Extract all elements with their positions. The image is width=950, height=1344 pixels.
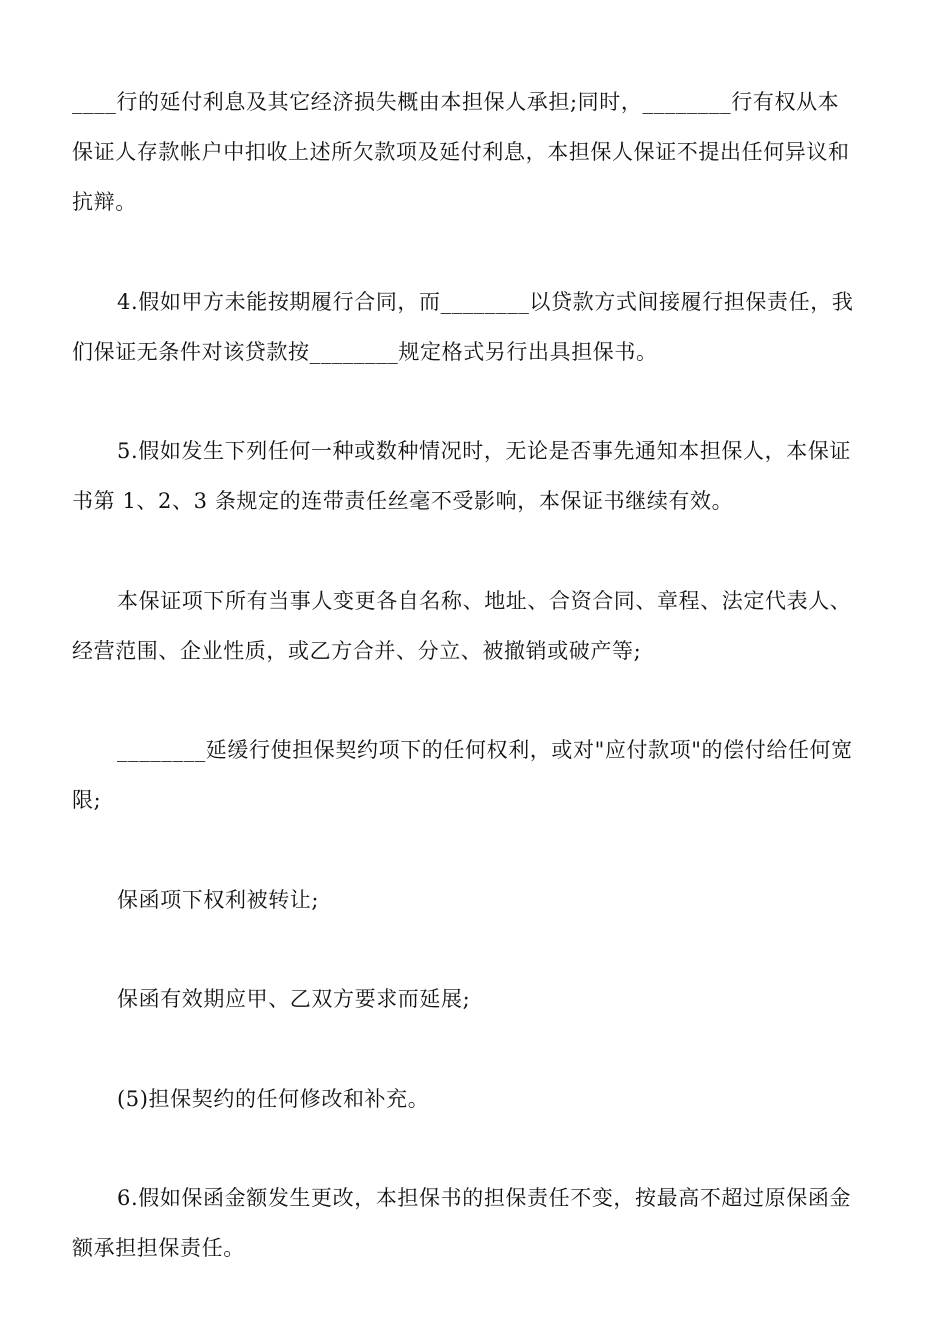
clause-5-item-2-line-2: 限; (72, 788, 102, 812)
paragraph-3-line-1: ____行的延付利息及其它经济损失概由本担保人承担;同时，________行有权从本 (72, 90, 840, 114)
paragraph-3-line-3: 抗辩。 (72, 190, 137, 214)
clause-5-line-1: 5.假如发生下列任何一种或数种情况时，无论是否事先通知本担保人，本保证 (117, 439, 852, 463)
clause-5-item-2-line-1: ________延缓行使担保契约项下的任何权利，或对"应付款项"的偿付给任何宽 (117, 738, 853, 762)
paragraph-3-line-2: 保证人存款帐户中扣收上述所欠款项及延付利息，本担保人保证不提出任何异议和 (72, 140, 850, 164)
clause-4-line-1: 4.假如甲方未能按期履行合同，而________以贷款方式间接履行担保责任，我 (117, 290, 854, 314)
clause-6-line-1: 6.假如保函金额发生更改，本担保书的担保责任不变，按最高不超过原保函金 (117, 1186, 852, 1210)
clause-4-line-2: 们保证无条件对该贷款按________规定格式另行出具担保书。 (72, 340, 658, 364)
clause-5-line-2: 书第 1、2、3 条规定的连带责任丝毫不受影响，本保证书继续有效。 (72, 489, 734, 513)
clause-5-item-4: 保函有效期应甲、乙双方要求而延展; (117, 987, 471, 1011)
clause-5-item-3: 保函项下权利被转让; (117, 888, 320, 912)
clause-6-line-2: 额承担担保责任。 (72, 1236, 245, 1260)
clause-5-item-1-line-2: 经营范围、企业性质，或乙方合并、分立、被撤销或破产等; (72, 639, 642, 663)
clause-5-item-5: (5)担保契约的任何修改和补充。 (117, 1087, 430, 1111)
clause-5-item-1-line-1: 本保证项下所有当事人变更各自名称、地址、合资合同、章程、法定代表人、 (117, 589, 852, 613)
